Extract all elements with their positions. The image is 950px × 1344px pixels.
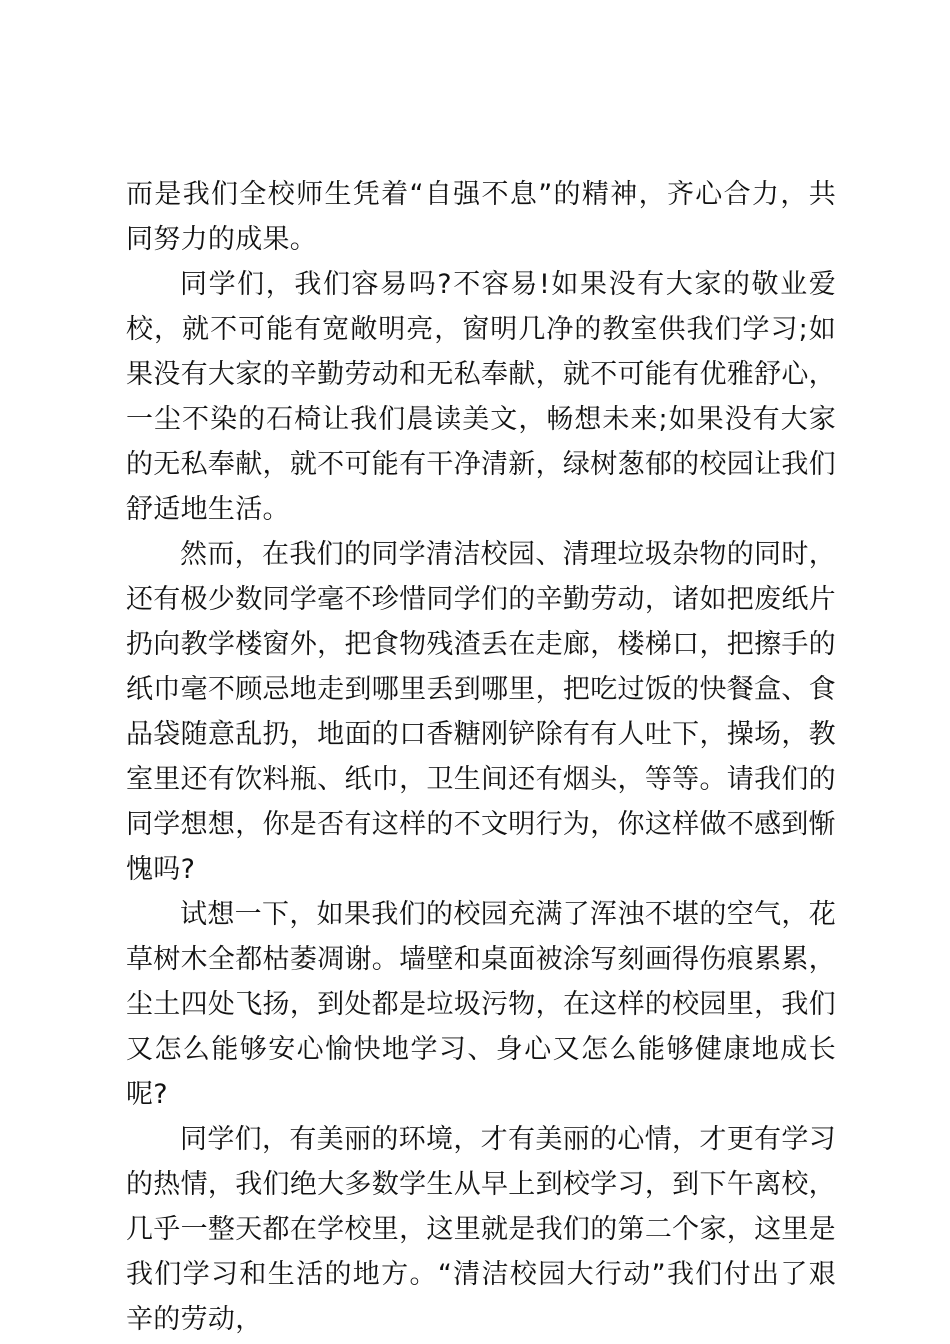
paragraph-2: 同学们，我们容易吗?不容易!如果没有大家的敬业爱校，就不可能有宽敞明亮，窗明几净的教室供我们学习;如果没有大家的辛勤劳动和无私奉献，就不可能有优雅舒心，一尘不染的石椅让我们晨读美文，畅想未来;如果没有大家的无私奉献，就不可能有干净清新，绿树葱郁的校园让我们舒适地生活。 (126, 269, 836, 525)
paragraph-1: 而是我们全校师生凭着“自强不息”的精神，齐心合力，共同努力的成果。 (126, 179, 836, 255)
paragraph-5: 同学们，有美丽的环境，才有美丽的心情，才更有学习的热情，我们绝大多数学生从早上到校学习，到下午离校，几乎一整天都在学校里，这里就是我们的第二个家，这里是我们学习和生活的地方。“清洁校园大行动”我们付出了艰辛的劳动， (126, 1124, 836, 1335)
paragraph-3: 然而，在我们的同学清洁校园、清理垃圾杂物的同时，还有极少数同学毫不珍惜同学们的辛勤劳动，诸如把废纸片扔向教学楼窗外，把食物残渣丢在走廊，楼梯口，把擦手的纸巾毫不顾忌地走到哪里丢到哪里，把吃过饭的快餐盒、食品袋随意乱扔，地面的口香糖刚铲除有有人吐下，操场，教室里还有饮料瓶、纸巾，卫生间还有烟头，等等。请我们的同学想想，你是否有这样的不文明行为，你这样做不感到惭愧吗? (126, 539, 836, 885)
paragraph-4: 试想一下，如果我们的校园充满了浑浊不堪的空气，花草树木全都枯萎凋谢。墙壁和桌面被涂写刻画得伤痕累累，尘土四处飞扬，到处都是垃圾污物，在这样的校园里，我们又怎么能够安心愉快地学习、身心又怎么能够健康地成长呢? (126, 899, 836, 1110)
document-body (126, 172, 836, 1342)
